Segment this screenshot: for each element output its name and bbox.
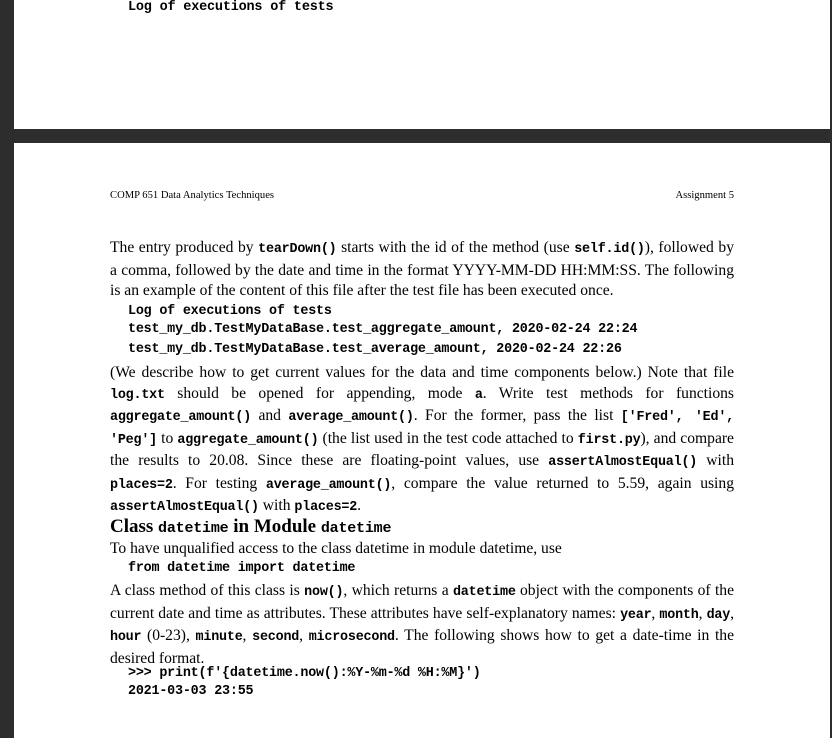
paragraph-test-methods: (We describe how to get current values for the data and time components below.) Note that file log.txt should be opened for appending, mode a. Write test methods for functions aggregate_amount() and average_amount(). For the former, pass the list ['Fred', 'Ed', 'Peg'] to aggregate_amount() (the list used in the test code attached to first.py), and compare the results to 20.08. Since these are floating-point values, use assertAlmostEqual() with places=2. For testing average_amount(), compare the value returned to 5.59, again using assertAlmostEqual() with places=2.	[110, 364, 735, 515]
example-prompt-line: >>> print(f'{datetime.now():%Y-%m-%d %H:%M}')	[128, 666, 481, 681]
inline-code: tearDown()	[258, 242, 337, 257]
current-page	[14, 143, 830, 738]
section-heading: Class datetime in Module datetime	[110, 516, 392, 537]
log-example-line: test_my_db.TestMyDataBase.test_aggregate_amount, 2020-02-24 22:24	[128, 322, 638, 337]
example-output-line: 2021-03-03 23:55	[128, 684, 254, 699]
previous-page	[14, 0, 830, 129]
log-title-code: Log of executions of tests	[128, 0, 334, 15]
page-header-assignment: Assignment 5	[675, 190, 734, 201]
inline-code: self.id()	[574, 242, 645, 257]
log-example-title: Log of executions of tests	[128, 304, 332, 319]
paragraph-now-method: A class method of this class is now(), which returns a datetime object with the components of the current date and time as attributes. These attributes have self-explanatory names: year, month, day, hour (0-23), minute, second, microsecond. The following shows how to get a date-time in the desired format.	[110, 582, 735, 667]
paragraph-teardown: The entry produced by tearDown() starts with the id of the method (use self.id()), followed by a comma, followed by the date and time in the format YYYY-MM-DD HH:MM:SS. The following is an example of the content of this file after the test file has been executed once.	[110, 239, 734, 299]
section-intro: To have unqualified access to the class datetime in module datetime, use	[110, 540, 562, 557]
import-code-line: from datetime import datetime	[128, 561, 356, 576]
page-header-course: COMP 651 Data Analytics Techniques	[110, 190, 275, 201]
log-example-line: test_my_db.TestMyDataBase.test_average_amount, 2020-02-24 22:26	[128, 342, 622, 357]
